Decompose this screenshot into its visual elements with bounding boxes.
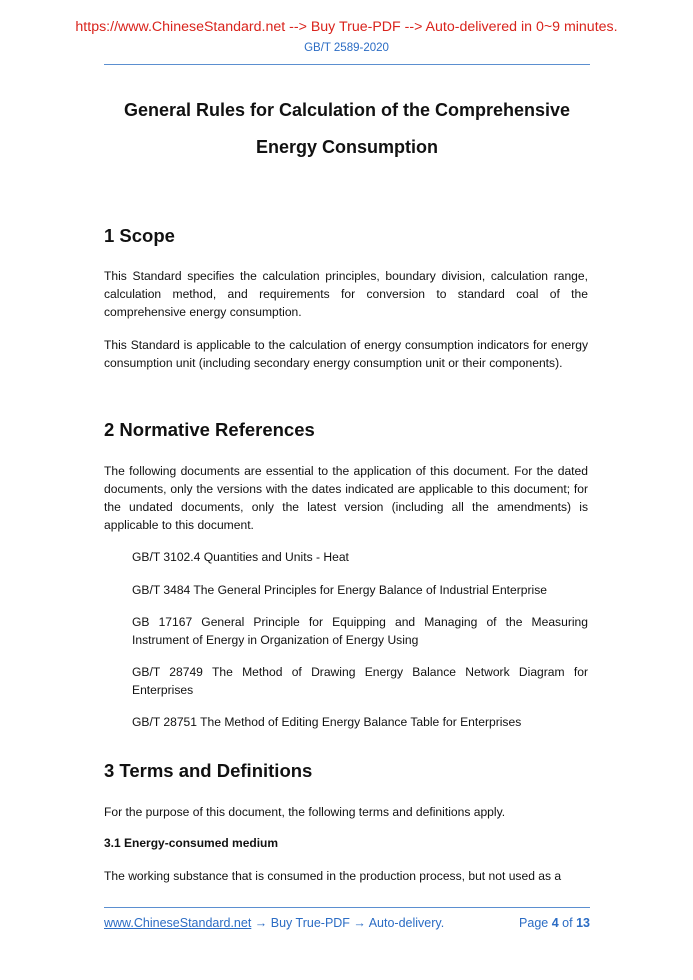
reference-item: GB/T 28749 The Method of Drawing Energy Balance Network Diagram for Enterprises [132,665,588,697]
page-total: 13 [576,916,590,930]
footer-divider [104,907,590,908]
reference-item: GB/T 28751 The Method of Editing Energy Balance Table for Enterprises [132,715,522,729]
page-of: of [562,916,573,930]
title-line-2: Energy Consumption [255,137,438,157]
page-current: 4 [551,916,559,930]
section-heading-terms: 3 Terms and Definitions [104,760,313,781]
page-title [104,92,590,166]
reference-item: GB/T 3102.4 Quantities and Units - Heat [132,550,349,564]
page-label: Page [519,916,549,930]
footer-promo-text: → Buy True-PDF → Auto-delivery. [251,916,445,930]
header-banner-link[interactable]: https://www.ChineseStandard.net --> Buy True-PDF --> Auto-delivered in 0~9 minutes. [75,19,618,35]
header-divider [104,64,590,65]
term-definition: The working substance that is consumed in the production process, but not used as a [104,869,562,883]
scope-paragraph-1: This Standard specifies the calculation principles, boundary division, calculation range, calculation method, and requirements for conversion to standard coal of the comprehensive energy consumption. [104,269,588,319]
references-intro: The following documents are essential to the application of this document. For the dated documents, only the versions with the dates indicated are applicable to this document; for the undated documents, only the latest version (including all the amendments) is applicable to this document. [104,464,588,532]
reference-item: GB 17167 General Principle for Equipping and Managing of the Measuring Instrument of Energy in Organization of Energy Using [132,615,588,647]
scope-paragraph-2: This Standard is applicable to the calculation of energy consumption indicators for energy consumption unit (including secondary energy consumption unit or their components). [104,338,588,370]
page-number [490,916,590,930]
title-line-1: General Rules for Calculation of the Comprehensive [123,100,571,120]
terms-intro: For the purpose of this document, the following terms and definitions apply. [104,805,506,819]
standard-code: GB/T 2589-2020 [304,42,389,54]
term-heading: 3.1 Energy-consumed medium [104,836,279,850]
footer-promo [104,916,444,930]
reference-item: GB/T 3484 The General Principles for Energy Balance of Industrial Enterprise [132,583,547,597]
footer-site-link[interactable]: www.ChineseStandard.net [104,916,252,930]
section-heading-scope: 1 Scope [104,225,175,246]
section-heading-references: 2 Normative References [104,419,315,440]
